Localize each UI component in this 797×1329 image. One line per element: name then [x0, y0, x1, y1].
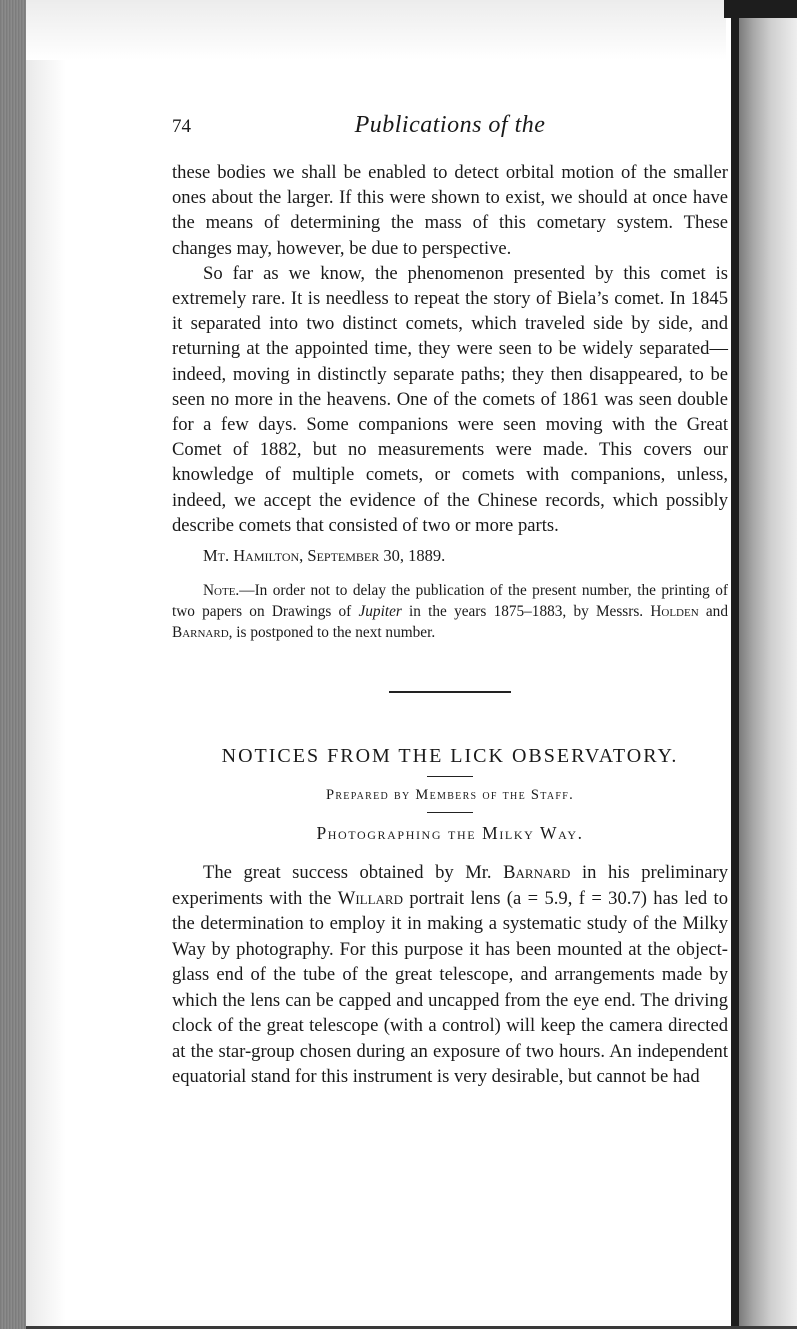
page-edge-right	[731, 0, 739, 1329]
page-gutter-shadow	[26, 0, 66, 1329]
note-lead: Note.	[203, 582, 240, 600]
paragraph-continued: these bodies we shall be enabled to detect orbital motion of the smaller ones about the larger. If this were shown to exist, we should at once have the means of determining the mass of this cometary system. These changes may, however, be due to perspective.	[172, 162, 728, 259]
running-title: Publications of the	[354, 112, 546, 138]
author-name: Holden	[650, 603, 699, 621]
paragraph: The great success obtained by Mr. Barnard in his preliminary experiments with the Willard portrait lens (a = 5.9, f = 30.7) has led to the determination to employ it in making a systematic study of the Milky Way by photography. For this purpose it has been mounted at the object-glass end of the tube of the great telescope, and arrangements made by which the lens can be capped and uncapped from the eye end. The driving clock of the great telescope (with a control) will keep the camera directed at the star-group chosen during an exposure of two hours. An independent equatorial stand for this instrument is very desirable, but cannot be had	[172, 862, 728, 1088]
italic-planet-name: Jupiter	[358, 603, 402, 621]
book-page	[172, 112, 728, 1090]
section-title: NOTICES FROM THE LICK OBSERVATORY.	[221, 745, 679, 768]
previous-article-text	[172, 160, 728, 568]
lens-name: Willard	[337, 887, 403, 909]
person-name: Barnard	[503, 862, 571, 884]
author-name: Barnard	[172, 624, 229, 642]
running-head	[172, 112, 728, 148]
article-title: Photographing the Milky Way.	[316, 823, 584, 844]
section-divider	[389, 691, 511, 693]
signature-dateline: Mt. Hamilton, September 30, 1889.	[203, 546, 446, 566]
section-subtitle: Prepared by Members of the Staff.	[325, 787, 575, 804]
page-top-shading	[26, 0, 726, 60]
next-page-edge	[739, 18, 797, 1329]
page-number: 74	[172, 116, 191, 137]
editorial-note: Note.—In order not to delay the publication of the present number, the printing of two papers on Drawings of Jupiter in the years 1875–1883, by Messrs. Holden and Barnard, is postponed to the next number.	[172, 582, 728, 642]
title-divider	[427, 812, 473, 813]
paragraph: So far as we know, the phenomenon presented by this comet is extremely rare. It is needless to repeat the story of Biela’s comet. In 1845 it separated into two distinct comets, which traveled side by side, and returning at the appointed time, they were seen to be widely separated—indeed, moving in distinctly separate paths; they then disappeared, to be seen no more in the heavens. One of the comets of 1861 was seen double for a few days. Some companions were seen moving with the Great Comet of 1882, but no measurements were made. This covers our knowledge of multiple comets, or comets with companions, unless, indeed, we accept the evidence of the Chinese records, which possibly describe comets that consisted of two or more parts.	[172, 262, 728, 536]
book-spine-left	[0, 0, 26, 1329]
article-body	[172, 860, 728, 1090]
title-divider	[427, 776, 473, 777]
